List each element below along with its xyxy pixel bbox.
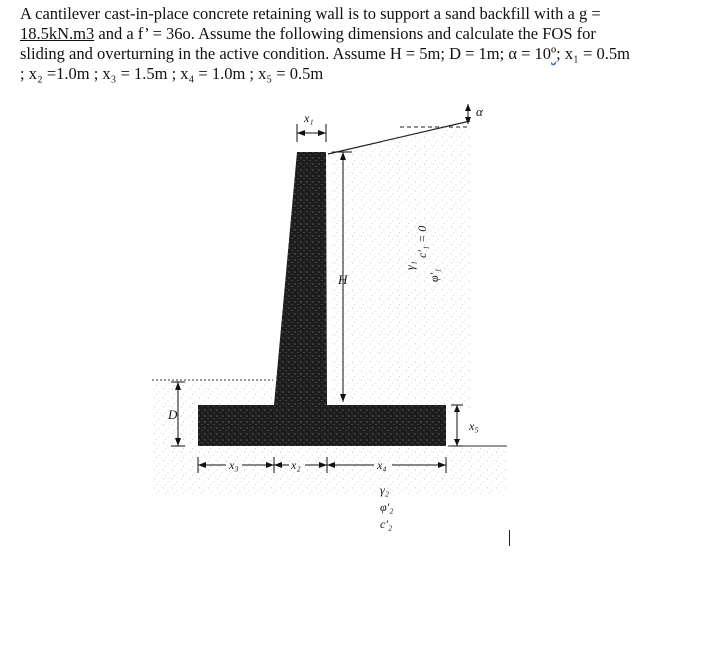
x1-label: x₁ xyxy=(304,111,314,125)
phi1-label: φ′₁ xyxy=(427,268,441,282)
problem-line-3-rest: ; x₁ = 0.5m xyxy=(556,44,630,63)
wall-base xyxy=(198,405,446,446)
problem-line-2-text: and a f’ = 36o. Assume the following dimensions and calculate the FOS for xyxy=(94,24,596,43)
alpha-label: α xyxy=(476,104,483,119)
c1-label: c′₁ = 0 xyxy=(415,225,429,258)
H-label: H xyxy=(338,272,348,287)
c2-label: c′₂ xyxy=(380,517,393,531)
x4-label: x₄ xyxy=(377,458,387,472)
x2-label: x₂ xyxy=(291,458,301,472)
gamma1-label: γ₁ xyxy=(403,261,417,270)
phi2-label: φ′₂ xyxy=(380,500,394,514)
backfill-soil xyxy=(330,118,470,410)
foundation-soil xyxy=(152,446,507,496)
wall-stem xyxy=(274,152,327,405)
problem-line-4: ; x₂ =1.0m ; x₃ = 1.5m ; x₄ = 1.0m ; x₅ = 0.5m xyxy=(20,64,324,83)
D-label: D xyxy=(168,407,178,422)
unit-weight-value: 18.5kN.m3 xyxy=(20,24,95,43)
degree-mark: º xyxy=(551,44,557,63)
text-cursor xyxy=(509,530,510,546)
x5-label: x₅ xyxy=(469,419,479,433)
problem-line-1: A cantilever cast-in-place concrete retaining wall is to support a sand backfill with a g = xyxy=(20,4,601,23)
x3-label: x₃ xyxy=(229,458,239,472)
gamma2-label: γ₂ xyxy=(380,483,389,497)
problem-line-3-text: sliding and overturning in the active condition. Assume H = 5m; D = 1m; α = 10 xyxy=(20,44,552,63)
